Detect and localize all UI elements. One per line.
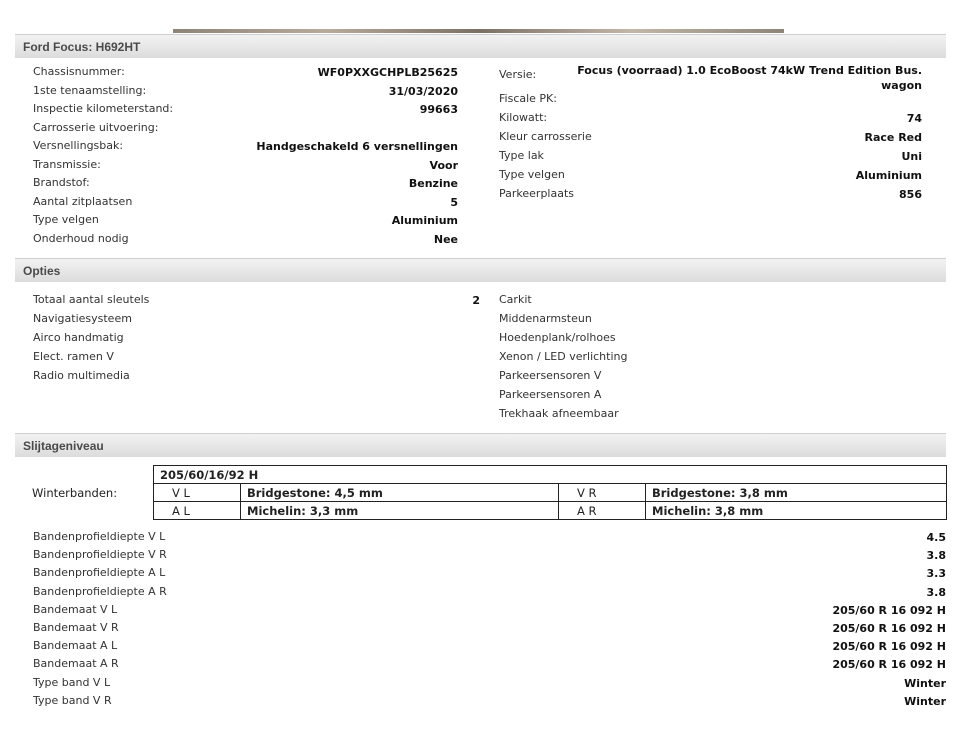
vehicle-right-value: Race Red xyxy=(864,131,922,144)
option-count: 2 xyxy=(472,294,480,307)
vehicle-field-label: Chassisnummer: xyxy=(33,65,125,78)
wear-row-label: Bandemaat V L xyxy=(33,602,118,616)
vehicle-field-value: Nee xyxy=(433,232,458,246)
wear-row-value: Winter xyxy=(904,694,946,708)
vehicle-right-value: 74 xyxy=(906,112,922,125)
vehicle-field-label: Inspectie kilometerstand: xyxy=(33,102,174,115)
vehicle-field-value: 99663 xyxy=(419,103,458,116)
vehicle-field-value: 31/03/2020 xyxy=(388,84,458,98)
wear-row-value: 205/60 R 16 092 H xyxy=(832,658,946,672)
tire-ar-label: A R xyxy=(559,502,646,520)
tire-size: 205/60/16/92 H xyxy=(154,466,947,484)
vehicle-section-header: Ford Focus: H692HT xyxy=(15,34,946,58)
vehicle-right-label: Kleur carrosserie xyxy=(499,130,592,143)
wear-row-label: Bandemaat A L xyxy=(33,639,118,653)
wear-row-label: Bandenprofieldiepte A L xyxy=(33,566,166,580)
winter-tires-table xyxy=(22,465,947,520)
wear-row-value: 205/60 R 16 092 H xyxy=(832,640,946,654)
wear-row-value: 3.8 xyxy=(926,585,946,599)
vehicle-field-label: Type velgen xyxy=(33,213,99,226)
wear-section-header: Slijtageniveau xyxy=(15,433,946,457)
option-item: Xenon / LED verlichting xyxy=(499,350,628,363)
wear-row-value: 4.5 xyxy=(926,531,946,544)
option-item: Parkeersensoren A xyxy=(499,388,602,401)
tire-vl-value: Bridgestone: 4,5 mm xyxy=(241,484,559,502)
vehicle-right-label: Fiscale PK: xyxy=(499,92,557,105)
vehicle-right-value: 856 xyxy=(899,188,922,201)
vehicle-right-value: Aluminium xyxy=(855,169,922,182)
tire-vr-value: Bridgestone: 3,8 mm xyxy=(646,484,947,502)
wear-row-label: Bandemaat A R xyxy=(33,657,119,671)
vehicle-field-value: Aluminium xyxy=(391,214,458,227)
vehicle-right-value: Uni xyxy=(901,150,922,163)
wear-row-label: Type band V R xyxy=(33,693,112,707)
vehicle-right-label: Type lak xyxy=(499,149,544,162)
wear-row-label: Bandenprofieldiepte A R xyxy=(33,584,167,598)
option-item: Radio multimedia xyxy=(33,369,130,382)
option-item: Totaal aantal sleutels xyxy=(33,293,150,306)
vehicle-field-value: 5 xyxy=(450,195,458,209)
tire-vl-label: V L xyxy=(154,484,241,502)
wear-row-label: Bandenprofieldiepte V L xyxy=(33,530,166,543)
vehicle-photo xyxy=(173,29,784,33)
option-item: Hoedenplank/rolhoes xyxy=(499,331,616,344)
vehicle-field-label: Brandstof: xyxy=(33,176,90,189)
option-item: Airco handmatig xyxy=(33,331,124,344)
option-item: Navigatiesysteem xyxy=(33,312,132,325)
option-item: Elect. ramen V xyxy=(33,350,114,363)
vehicle-field-value: Handgeschakeld 6 versnellingen xyxy=(256,140,458,153)
wear-row-label: Type band V L xyxy=(33,675,111,689)
vehicle-right-label: Parkeerplaats xyxy=(499,187,575,200)
vehicle-field-label: 1ste tenaamstelling: xyxy=(33,83,147,97)
vehicle-field-label: Versnellingsbak: xyxy=(33,139,124,152)
option-item: Parkeersensoren V xyxy=(499,369,602,382)
wear-row-value: 3.8 xyxy=(926,549,946,563)
vehicle-field-label: Onderhoud nodig xyxy=(33,231,129,245)
winter-tires-label: Winterbanden: xyxy=(32,485,118,500)
versie-line1: Focus (voorraad) 1.0 EcoBoost 74kW Trend Edition Bus. xyxy=(577,64,922,77)
vehicle-field-label: Carrosserie uitvoering: xyxy=(33,120,159,134)
vehicle-right-label: Type velgen xyxy=(499,168,565,181)
vehicle-field-value: WF0PXXGCHPLB25625 xyxy=(317,66,458,79)
versie-line2: wagon xyxy=(881,79,922,92)
options-section-header: Opties xyxy=(15,258,946,282)
vehicle-field-value: Benzine xyxy=(408,177,458,190)
wear-row-value: Winter xyxy=(904,676,946,690)
option-item: Middenarmsteun xyxy=(499,312,592,325)
vehicle-field-label: Transmissie: xyxy=(33,157,101,171)
vehicle-right-label: Kilowatt: xyxy=(499,111,548,124)
wear-row-value: 205/60 R 16 092 H xyxy=(832,622,946,635)
tire-ar-value: Michelin: 3,8 mm xyxy=(646,502,947,520)
vehicle-field-label: Aantal zitplaatsen xyxy=(33,194,133,208)
versie-label: Versie: xyxy=(499,68,537,81)
wear-row-label: Bandenprofieldiepte V R xyxy=(33,548,167,562)
wear-row-value: 205/60 R 16 092 H xyxy=(832,603,946,617)
tire-al-value: Michelin: 3,3 mm xyxy=(241,502,559,520)
vehicle-field-value: Voor xyxy=(429,158,458,172)
tire-vr-label: V R xyxy=(559,484,646,502)
option-item: Trekhaak afneembaar xyxy=(499,407,619,420)
wear-row-label: Bandemaat V R xyxy=(33,621,119,634)
wear-row-value: 3.3 xyxy=(926,567,946,581)
tire-al-label: A L xyxy=(154,502,241,520)
option-item: Carkit xyxy=(499,293,532,306)
